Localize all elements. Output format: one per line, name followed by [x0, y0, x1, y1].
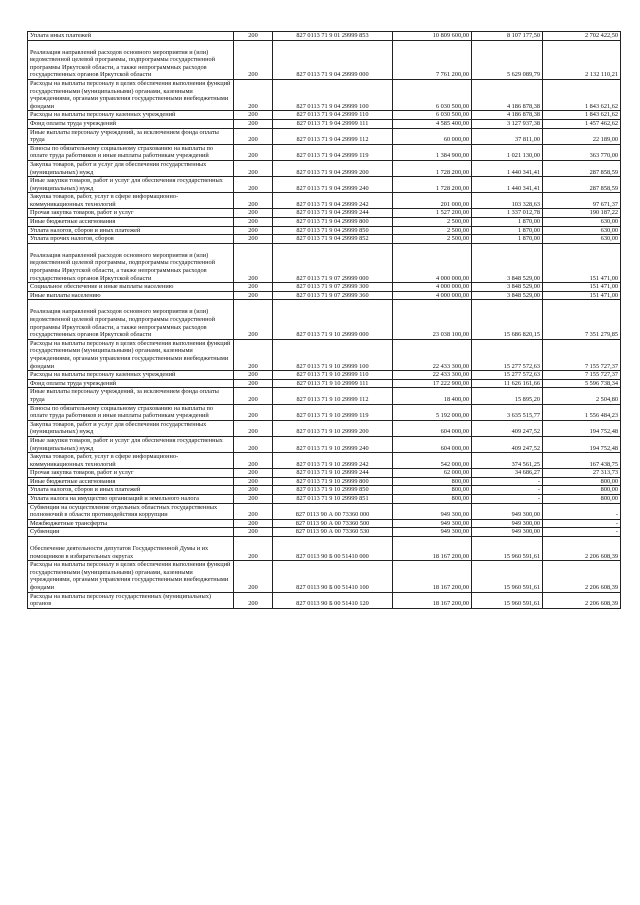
row-name: Уплата налогов, сборов и иных платежей — [28, 486, 234, 495]
row-executed: 15 960 591,61 — [472, 592, 543, 608]
row-name: Расходы на выплаты персоналу казенных учреждений — [28, 111, 234, 120]
row-approved: 1 728 200,00 — [393, 160, 472, 176]
row-name: Субвенции — [28, 528, 234, 537]
row-executed: 15 895,20 — [472, 388, 543, 404]
row-code: 200 — [234, 436, 273, 452]
row-code: 200 — [234, 420, 273, 436]
row-name: Иные выплаты населению — [28, 291, 234, 300]
row-code: 200 — [234, 371, 273, 380]
row-executed: 15 277 572,63 — [472, 371, 543, 380]
row-executed: 4 186 878,38 — [472, 79, 543, 110]
row-approved: 18 167 200,00 — [393, 537, 472, 561]
row-code: 200 — [234, 291, 273, 300]
row-code: 200 — [234, 243, 273, 282]
row-code: 200 — [234, 537, 273, 561]
table-row — [28, 537, 621, 561]
row-approved: 18 167 200,00 — [393, 592, 472, 608]
row-remaining: - — [543, 528, 621, 537]
row-approved: 62 000,00 — [393, 469, 472, 478]
row-kbk: 827 0113 71 9 10 29999 850 — [273, 486, 393, 495]
row-code: 200 — [234, 235, 273, 244]
row-approved: 4 000 000,00 — [393, 291, 472, 300]
row-kbk: 827 0113 71 9 04 29999 850 — [273, 226, 393, 235]
row-code: 200 — [234, 477, 273, 486]
row-kbk: 827 0113 71 9 04 29999 100 — [273, 79, 393, 110]
row-remaining: - — [543, 503, 621, 519]
row-kbk: 827 0113 71 9 10 29999 112 — [273, 388, 393, 404]
row-executed: 1 440 341,41 — [472, 177, 543, 193]
table-row — [28, 436, 621, 452]
row-executed: 409 247,52 — [472, 420, 543, 436]
table-row — [28, 79, 621, 110]
row-name: Закупка товаров, работ, услуг в сфере информационно-коммуникационных технологий — [28, 193, 234, 209]
row-remaining: 2 702 422,50 — [543, 32, 621, 41]
row-code: 200 — [234, 193, 273, 209]
row-kbk: 827 0113 71 9 10 29999 800 — [273, 477, 393, 486]
table-row — [28, 561, 621, 592]
row-remaining: 2 206 608,39 — [543, 537, 621, 561]
row-code: 200 — [234, 519, 273, 528]
row-code: 200 — [234, 209, 273, 218]
row-kbk: 827 0113 71 9 04 29999 110 — [273, 111, 393, 120]
row-name: Прочая закупка товаров, работ и услуг — [28, 209, 234, 218]
row-remaining: 287 858,59 — [543, 177, 621, 193]
row-kbk: 827 0113 71 9 04 29999 200 — [273, 160, 393, 176]
row-executed: 1 440 341,41 — [472, 160, 543, 176]
row-executed: - — [472, 477, 543, 486]
row-name: Уплата налогов, сборов и иных платежей — [28, 226, 234, 235]
row-code: 200 — [234, 283, 273, 292]
row-remaining: 27 313,73 — [543, 469, 621, 478]
table-row — [28, 32, 621, 41]
row-name: Расходы на выплаты персоналу в целях обеспечения выполнения функций государственными (муниципальными) органами, казенными учреждениями, органами управления государственными внебюджетными фондами — [28, 561, 234, 592]
row-approved: 201 000,00 — [393, 193, 472, 209]
table-row — [28, 486, 621, 495]
row-code: 200 — [234, 40, 273, 79]
table-row — [28, 291, 621, 300]
row-executed: 3 635 515,77 — [472, 404, 543, 420]
row-executed: 1 021 130,00 — [472, 144, 543, 160]
row-name: Социальное обеспечение и иные выплаты населению — [28, 283, 234, 292]
table-row — [28, 420, 621, 436]
row-executed: 8 107 177,50 — [472, 32, 543, 41]
table-row — [28, 477, 621, 486]
row-executed: 1 337 012,78 — [472, 209, 543, 218]
row-kbk: 827 0113 71 9 01 29999 853 — [273, 32, 393, 41]
row-approved: 4 000 000,00 — [393, 283, 472, 292]
row-executed: - — [472, 486, 543, 495]
row-code: 200 — [234, 300, 273, 339]
row-approved: 60 000,00 — [393, 128, 472, 144]
row-approved: 2 500,00 — [393, 218, 472, 227]
row-kbk: 827 0113 71 9 10 29999 119 — [273, 404, 393, 420]
row-kbk: 827 0113 90 Б 00 51410 100 — [273, 561, 393, 592]
row-executed: 15 960 591,61 — [472, 537, 543, 561]
row-name: Иные закупки товаров, работ и услуг для обеспечения государственных (муниципальных) нужд — [28, 177, 234, 193]
row-approved: 6 030 500,00 — [393, 111, 472, 120]
row-code: 200 — [234, 226, 273, 235]
row-name: Уплата иных платежей — [28, 32, 234, 41]
table-row — [28, 218, 621, 227]
row-code: 200 — [234, 503, 273, 519]
row-executed: 37 811,00 — [472, 128, 543, 144]
table-row — [28, 519, 621, 528]
row-remaining: 5 596 738,34 — [543, 379, 621, 388]
row-kbk: 827 0113 71 9 10 29999 110 — [273, 371, 393, 380]
row-code: 200 — [234, 339, 273, 370]
budget-table — [27, 31, 621, 609]
row-remaining: 167 438,75 — [543, 453, 621, 469]
table-row — [28, 453, 621, 469]
row-executed: 3 848 529,00 — [472, 283, 543, 292]
row-remaining: 2 206 608,39 — [543, 592, 621, 608]
row-approved: 800,00 — [393, 477, 472, 486]
row-approved: 5 192 000,00 — [393, 404, 472, 420]
table-row — [28, 235, 621, 244]
row-executed: 15 960 591,61 — [472, 561, 543, 592]
table-row — [28, 388, 621, 404]
row-approved: 4 585 400,00 — [393, 119, 472, 128]
row-kbk: 827 0113 71 9 10 29999 100 — [273, 339, 393, 370]
row-remaining: 630,00 — [543, 226, 621, 235]
row-name: Закупка товаров, работ и услуг для обеспечения государственных (муниципальных) нужд — [28, 160, 234, 176]
table-row — [28, 371, 621, 380]
row-kbk: 827 0113 71 9 10 29999 200 — [273, 420, 393, 436]
row-approved: 604 000,00 — [393, 436, 472, 452]
row-kbk: 827 0113 71 9 07 29999 300 — [273, 283, 393, 292]
row-kbk: 827 0113 71 9 04 29999 000 — [273, 40, 393, 79]
row-remaining: 1 556 484,23 — [543, 404, 621, 420]
row-remaining: 1 843 621,62 — [543, 79, 621, 110]
row-approved: 18 167 200,00 — [393, 561, 472, 592]
row-name: Иные выплаты персоналу учреждений, за исключением фонда оплаты труда — [28, 128, 234, 144]
row-approved: 6 030 500,00 — [393, 79, 472, 110]
row-name: Закупка товаров, работ, услуг в сфере информационно-коммуникационных технологий — [28, 453, 234, 469]
row-code: 200 — [234, 79, 273, 110]
row-remaining: 800,00 — [543, 486, 621, 495]
row-remaining: 800,00 — [543, 477, 621, 486]
row-executed: 11 626 161,66 — [472, 379, 543, 388]
row-code: 200 — [234, 177, 273, 193]
row-kbk: 827 0113 71 9 04 29999 119 — [273, 144, 393, 160]
row-approved: 1 728 200,00 — [393, 177, 472, 193]
row-remaining: 151 471,00 — [543, 243, 621, 282]
table-row — [28, 226, 621, 235]
row-remaining: 7 155 727,37 — [543, 371, 621, 380]
row-kbk: 827 0113 71 9 04 29999 242 — [273, 193, 393, 209]
row-executed: 5 629 089,79 — [472, 40, 543, 79]
row-approved: 800,00 — [393, 495, 472, 504]
row-name: Иные бюджетные ассигнования — [28, 477, 234, 486]
row-executed: 949 300,00 — [472, 503, 543, 519]
row-approved: 2 500,00 — [393, 226, 472, 235]
row-name: Реализация направлений расходов основного мероприятия и (или) ведомственной целевой программы, подпрограммы государственной программы Иркутской области, а также непрограммных расходов государственных органов Иркутской области — [28, 40, 234, 79]
row-kbk: 827 0113 71 9 04 29999 111 — [273, 119, 393, 128]
row-executed: 1 870,00 — [472, 226, 543, 235]
row-name: Субвенции на осуществление отдельных областных государственных полномочий в области противодействия коррупции — [28, 503, 234, 519]
row-kbk: 827 0113 71 9 07 29999 000 — [273, 243, 393, 282]
row-name: Расходы на выплаты персоналу в целях обеспечения выполнения функций государственными (муниципальными) органами, казенными учреждениями, органами управления государственными внебюджетными фондами — [28, 79, 234, 110]
row-kbk: 827 0113 90 Б 00 51410 000 — [273, 537, 393, 561]
row-code: 200 — [234, 119, 273, 128]
row-code: 200 — [234, 111, 273, 120]
row-code: 200 — [234, 379, 273, 388]
row-remaining: 363 770,00 — [543, 144, 621, 160]
row-name: Прочая закупка товаров, работ и услуг — [28, 469, 234, 478]
table-row — [28, 193, 621, 209]
row-code: 200 — [234, 495, 273, 504]
row-approved: 949 300,00 — [393, 519, 472, 528]
row-approved: 1 527 200,00 — [393, 209, 472, 218]
row-kbk: 827 0113 71 9 04 29999 112 — [273, 128, 393, 144]
row-name: Иные бюджетные ассигнования — [28, 218, 234, 227]
row-remaining: 151 471,00 — [543, 291, 621, 300]
table-row — [28, 379, 621, 388]
table-row — [28, 40, 621, 79]
row-remaining: - — [543, 519, 621, 528]
row-approved: 7 761 200,00 — [393, 40, 472, 79]
row-executed: 3 127 937,38 — [472, 119, 543, 128]
row-approved: 542 000,00 — [393, 453, 472, 469]
row-executed: - — [472, 495, 543, 504]
table-row — [28, 469, 621, 478]
row-remaining: 1 843 621,62 — [543, 111, 621, 120]
row-code: 200 — [234, 561, 273, 592]
row-name: Расходы на выплаты персоналу государственных (муниципальных) органов — [28, 592, 234, 608]
row-name: Уплата налога на имущество организаций и земельного налога — [28, 495, 234, 504]
row-kbk: 827 0113 90 А 00 73360 500 — [273, 519, 393, 528]
row-code: 200 — [234, 32, 273, 41]
row-name: Расходы на выплаты персоналу казенных учреждений — [28, 371, 234, 380]
table-row — [28, 503, 621, 519]
row-approved: 10 809 600,00 — [393, 32, 472, 41]
row-remaining: 194 752,48 — [543, 436, 621, 452]
row-remaining: 630,00 — [543, 218, 621, 227]
table-row — [28, 495, 621, 504]
row-remaining: 2 504,80 — [543, 388, 621, 404]
row-approved: 800,00 — [393, 486, 472, 495]
table-row — [28, 283, 621, 292]
row-name: Взносы по обязательному социальному страхованию на выплаты по оплате труда работников и иные выплаты работникам учреждений — [28, 144, 234, 160]
row-name: Реализация направлений расходов основного мероприятия и (или) ведомственной целевой программы, подпрограммы государственной программы Иркутской области, а также непрограммных расходов государственных органов Иркутской области — [28, 300, 234, 339]
row-remaining: 2 132 110,21 — [543, 40, 621, 79]
row-executed: 1 870,00 — [472, 235, 543, 244]
row-kbk: 827 0113 90 А 00 73360 000 — [273, 503, 393, 519]
row-kbk: 827 0113 71 9 10 29999 240 — [273, 436, 393, 452]
row-kbk: 827 0113 71 9 07 29999 360 — [273, 291, 393, 300]
table-row — [28, 111, 621, 120]
row-kbk: 827 0113 90 Б 00 51410 120 — [273, 592, 393, 608]
row-name: Фонд оплаты труда учреждений — [28, 119, 234, 128]
table-row — [28, 592, 621, 608]
budget-table-body — [28, 32, 621, 609]
row-remaining: 194 752,48 — [543, 420, 621, 436]
row-executed: 3 848 529,00 — [472, 243, 543, 282]
row-kbk: 827 0113 71 9 10 29999 111 — [273, 379, 393, 388]
table-row — [28, 209, 621, 218]
row-approved: 604 000,00 — [393, 420, 472, 436]
row-executed: 3 848 529,00 — [472, 291, 543, 300]
row-approved: 18 400,00 — [393, 388, 472, 404]
row-kbk: 827 0113 71 9 10 29999 851 — [273, 495, 393, 504]
row-code: 200 — [234, 528, 273, 537]
row-kbk: 827 0113 90 А 00 73360 530 — [273, 528, 393, 537]
row-remaining: 22 189,00 — [543, 128, 621, 144]
row-code: 200 — [234, 160, 273, 176]
row-approved: 1 384 900,00 — [393, 144, 472, 160]
row-executed: 409 247,52 — [472, 436, 543, 452]
table-row — [28, 528, 621, 537]
row-executed: 949 300,00 — [472, 528, 543, 537]
table-row — [28, 144, 621, 160]
row-code: 200 — [234, 453, 273, 469]
row-approved: 949 300,00 — [393, 528, 472, 537]
row-code: 200 — [234, 486, 273, 495]
row-approved: 22 433 300,00 — [393, 371, 472, 380]
row-name: Обеспечение деятельности депутатов Государственной Думы и их помощников в избирательных округах — [28, 537, 234, 561]
row-executed: 34 686,27 — [472, 469, 543, 478]
row-approved: 17 222 900,00 — [393, 379, 472, 388]
row-approved: 4 000 000,00 — [393, 243, 472, 282]
row-remaining: 190 187,22 — [543, 209, 621, 218]
row-executed: 4 186 878,38 — [472, 111, 543, 120]
row-code: 200 — [234, 404, 273, 420]
table-row — [28, 243, 621, 282]
row-executed: 15 686 820,15 — [472, 300, 543, 339]
row-remaining: 287 858,59 — [543, 160, 621, 176]
table-row — [28, 339, 621, 370]
row-executed: 374 561,25 — [472, 453, 543, 469]
row-remaining: 630,00 — [543, 235, 621, 244]
row-code: 200 — [234, 592, 273, 608]
table-row — [28, 119, 621, 128]
row-kbk: 827 0113 71 9 04 29999 800 — [273, 218, 393, 227]
row-code: 200 — [234, 144, 273, 160]
row-name: Иные выплаты персоналу учреждений, за исключением фонда оплаты труда — [28, 388, 234, 404]
row-executed: 15 277 572,63 — [472, 339, 543, 370]
row-name: Закупка товаров, работ и услуг для обеспечения государственных (муниципальных) нужд — [28, 420, 234, 436]
row-code: 200 — [234, 218, 273, 227]
row-name: Уплата прочих налогов, сборов — [28, 235, 234, 244]
row-remaining: 7 351 279,85 — [543, 300, 621, 339]
row-executed: 949 300,00 — [472, 519, 543, 528]
row-kbk: 827 0113 71 9 04 29999 244 — [273, 209, 393, 218]
row-name: Взносы по обязательному социальному страхованию на выплаты по оплате труда работников и иные выплаты работникам учреждений — [28, 404, 234, 420]
row-executed: 103 328,63 — [472, 193, 543, 209]
row-name: Реализация направлений расходов основного мероприятия и (или) ведомственной целевой программы, подпрограммы государственной программы Иркутской области, а также непрограммных расходов государственных органов Иркутской области — [28, 243, 234, 282]
row-remaining: 151 471,00 — [543, 283, 621, 292]
table-row — [28, 177, 621, 193]
row-remaining: 7 155 727,37 — [543, 339, 621, 370]
row-approved: 949 300,00 — [393, 503, 472, 519]
row-kbk: 827 0113 71 9 10 29999 000 — [273, 300, 393, 339]
row-remaining: 1 457 462,62 — [543, 119, 621, 128]
row-name: Межбюджетные трансферты — [28, 519, 234, 528]
row-code: 200 — [234, 128, 273, 144]
row-remaining: 2 206 608,39 — [543, 561, 621, 592]
row-kbk: 827 0113 71 9 04 29999 240 — [273, 177, 393, 193]
budget-sheet — [27, 31, 616, 609]
table-row — [28, 160, 621, 176]
row-code: 200 — [234, 469, 273, 478]
row-approved: 22 433 300,00 — [393, 339, 472, 370]
row-remaining: 97 671,37 — [543, 193, 621, 209]
row-code: 200 — [234, 388, 273, 404]
row-executed: 1 870,00 — [472, 218, 543, 227]
row-remaining: 800,00 — [543, 495, 621, 504]
table-row — [28, 404, 621, 420]
table-row — [28, 128, 621, 144]
row-approved: 2 500,00 — [393, 235, 472, 244]
row-name: Расходы на выплаты персоналу в целях обеспечения выполнения функций государственными (муниципальными) органами, казенными учреждениями, органами управления государственными внебюджетными фондами — [28, 339, 234, 370]
row-name: Иные закупки товаров, работ и услуг для обеспечения государственных (муниципальных) нужд — [28, 436, 234, 452]
row-kbk: 827 0113 71 9 10 29999 242 — [273, 453, 393, 469]
table-row — [28, 300, 621, 339]
row-kbk: 827 0113 71 9 10 29999 244 — [273, 469, 393, 478]
row-approved: 23 038 100,00 — [393, 300, 472, 339]
row-name: Фонд оплаты труда учреждений — [28, 379, 234, 388]
row-kbk: 827 0113 71 9 04 29999 852 — [273, 235, 393, 244]
